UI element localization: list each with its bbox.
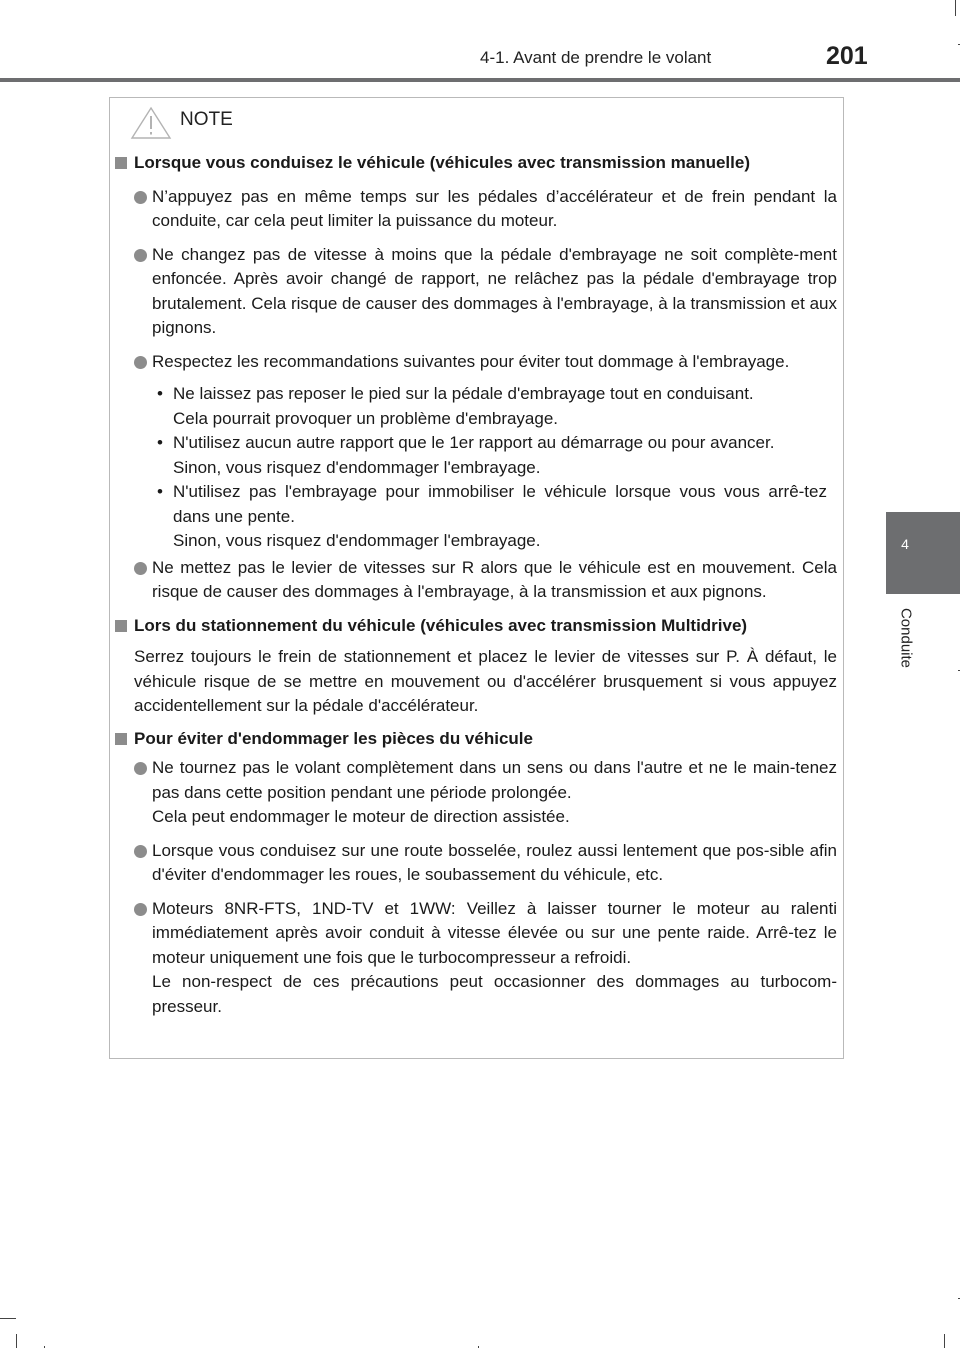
round-bullet-icon <box>134 762 147 775</box>
sub-bullet-list <box>115 382 837 554</box>
list-item: Ne changez pas de vitesse à moins que la pédale d'embrayage ne soit complète-ment enfoncée. Après avoir changé de rapport, ne relâchez pas la pédale d'embrayage trop brutalement. Cela risque de causer des dommages à l'embrayage, à la transmission et aux pignons. <box>115 243 837 341</box>
round-bullet-icon <box>134 191 147 204</box>
round-bullet-icon <box>134 562 147 575</box>
round-bullet-icon <box>134 845 147 858</box>
section-heading: Lors du stationnement du véhicule (véhicules avec transmission Multidrive) <box>115 614 837 639</box>
crop-mark <box>0 1318 16 1319</box>
note-content <box>115 151 837 1019</box>
sub-bullet-item: • Ne laissez pas reposer le pied sur la pédale d'embrayage tout en conduisant. Cela pourrait provoquer un problème d'embrayage. <box>157 384 754 428</box>
section-heading: Pour éviter d'endommager les pièces du véhicule <box>115 727 837 752</box>
warning-triangle-icon <box>130 106 172 140</box>
round-bullet-icon <box>134 903 147 916</box>
square-bullet-icon <box>115 620 127 632</box>
header-rule <box>0 78 960 82</box>
bullet-mark: • <box>157 433 163 452</box>
paragraph: Serrez toujours le frein de stationnement et placez le levier de vitesses sur P. À défaut, le véhicule risque de se mettre en mouvement ou d'accélérer brusquement si vous appuyez accidentellement sur la pédale d'accélérateur. <box>134 647 837 715</box>
list-item: N’appuyez pas en même temps sur les pédales d’accélérateur et de frein pendant la conduite, car cela peut limiter la puissance du moteur. <box>115 185 837 234</box>
note-title: NOTE <box>180 109 233 130</box>
crop-mark <box>16 1334 17 1348</box>
chapter-label: Conduite <box>897 607 915 669</box>
sub-bullet-item: • N'utilisez aucun autre rapport que le 1er rapport au démarrage ou pour avancer. Sinon, vous risquez d'endommager l'embrayage. <box>157 433 775 477</box>
sub-bullet-item: • N'utilisez pas l'embrayage pour immobiliser le véhicule lorsque vous vous arrê-tez dans une pente. Sinon, vous risquez d'endommager l'embrayage. <box>157 482 827 550</box>
chapter-tab <box>886 512 960 594</box>
bullet-mark: • <box>157 482 163 501</box>
round-bullet-icon <box>134 249 147 262</box>
page-number: 201 <box>826 42 868 70</box>
list-item: Ne tournez pas le volant complètement dans un sens ou dans l'autre et ne le main-tenez pas dans cette position pendant une période prolongée. Cela peut endommager le moteur de direction assistée. <box>115 756 837 830</box>
bullet-mark: • <box>157 384 163 403</box>
running-header: 4-1. Avant de prendre le volant <box>480 48 712 67</box>
crop-mark <box>955 0 956 16</box>
section-heading: Lorsque vous conduisez le véhicule (véhicules avec transmission manuelle) <box>115 151 837 176</box>
note-box <box>109 97 844 1059</box>
chapter-number: 4 <box>901 536 909 552</box>
round-bullet-icon <box>134 356 147 369</box>
square-bullet-icon <box>115 733 127 745</box>
list-item: Ne mettez pas le levier de vitesses sur R alors que le véhicule est en mouvement. Cela risque de causer des dommages à l'embrayage, à la transmission et aux pignons. <box>115 556 837 605</box>
list-item: Respectez les recommandations suivantes pour éviter tout dommage à l'embrayage. <box>115 350 837 375</box>
crop-mark <box>944 1334 945 1348</box>
square-bullet-icon <box>115 157 127 169</box>
list-item: Lorsque vous conduisez sur une route bosselée, roulez aussi lentement que pos-sible afin d'éviter d'endommager les roues, le soubassement du véhicule, etc. <box>115 839 837 888</box>
list-item: Moteurs 8NR-FTS, 1ND-TV et 1WW: Veillez à laisser tourner le moteur au ralenti immédiatement après avoir conduit à vitesse élevée ou sur une pente raide. Arrê-tez le moteur uniquement une fois que le turbocompresseur a refroidi. Le non-respect de ces précautions peut occasionner des dommages au turbocom-presseur. <box>115 897 837 1020</box>
